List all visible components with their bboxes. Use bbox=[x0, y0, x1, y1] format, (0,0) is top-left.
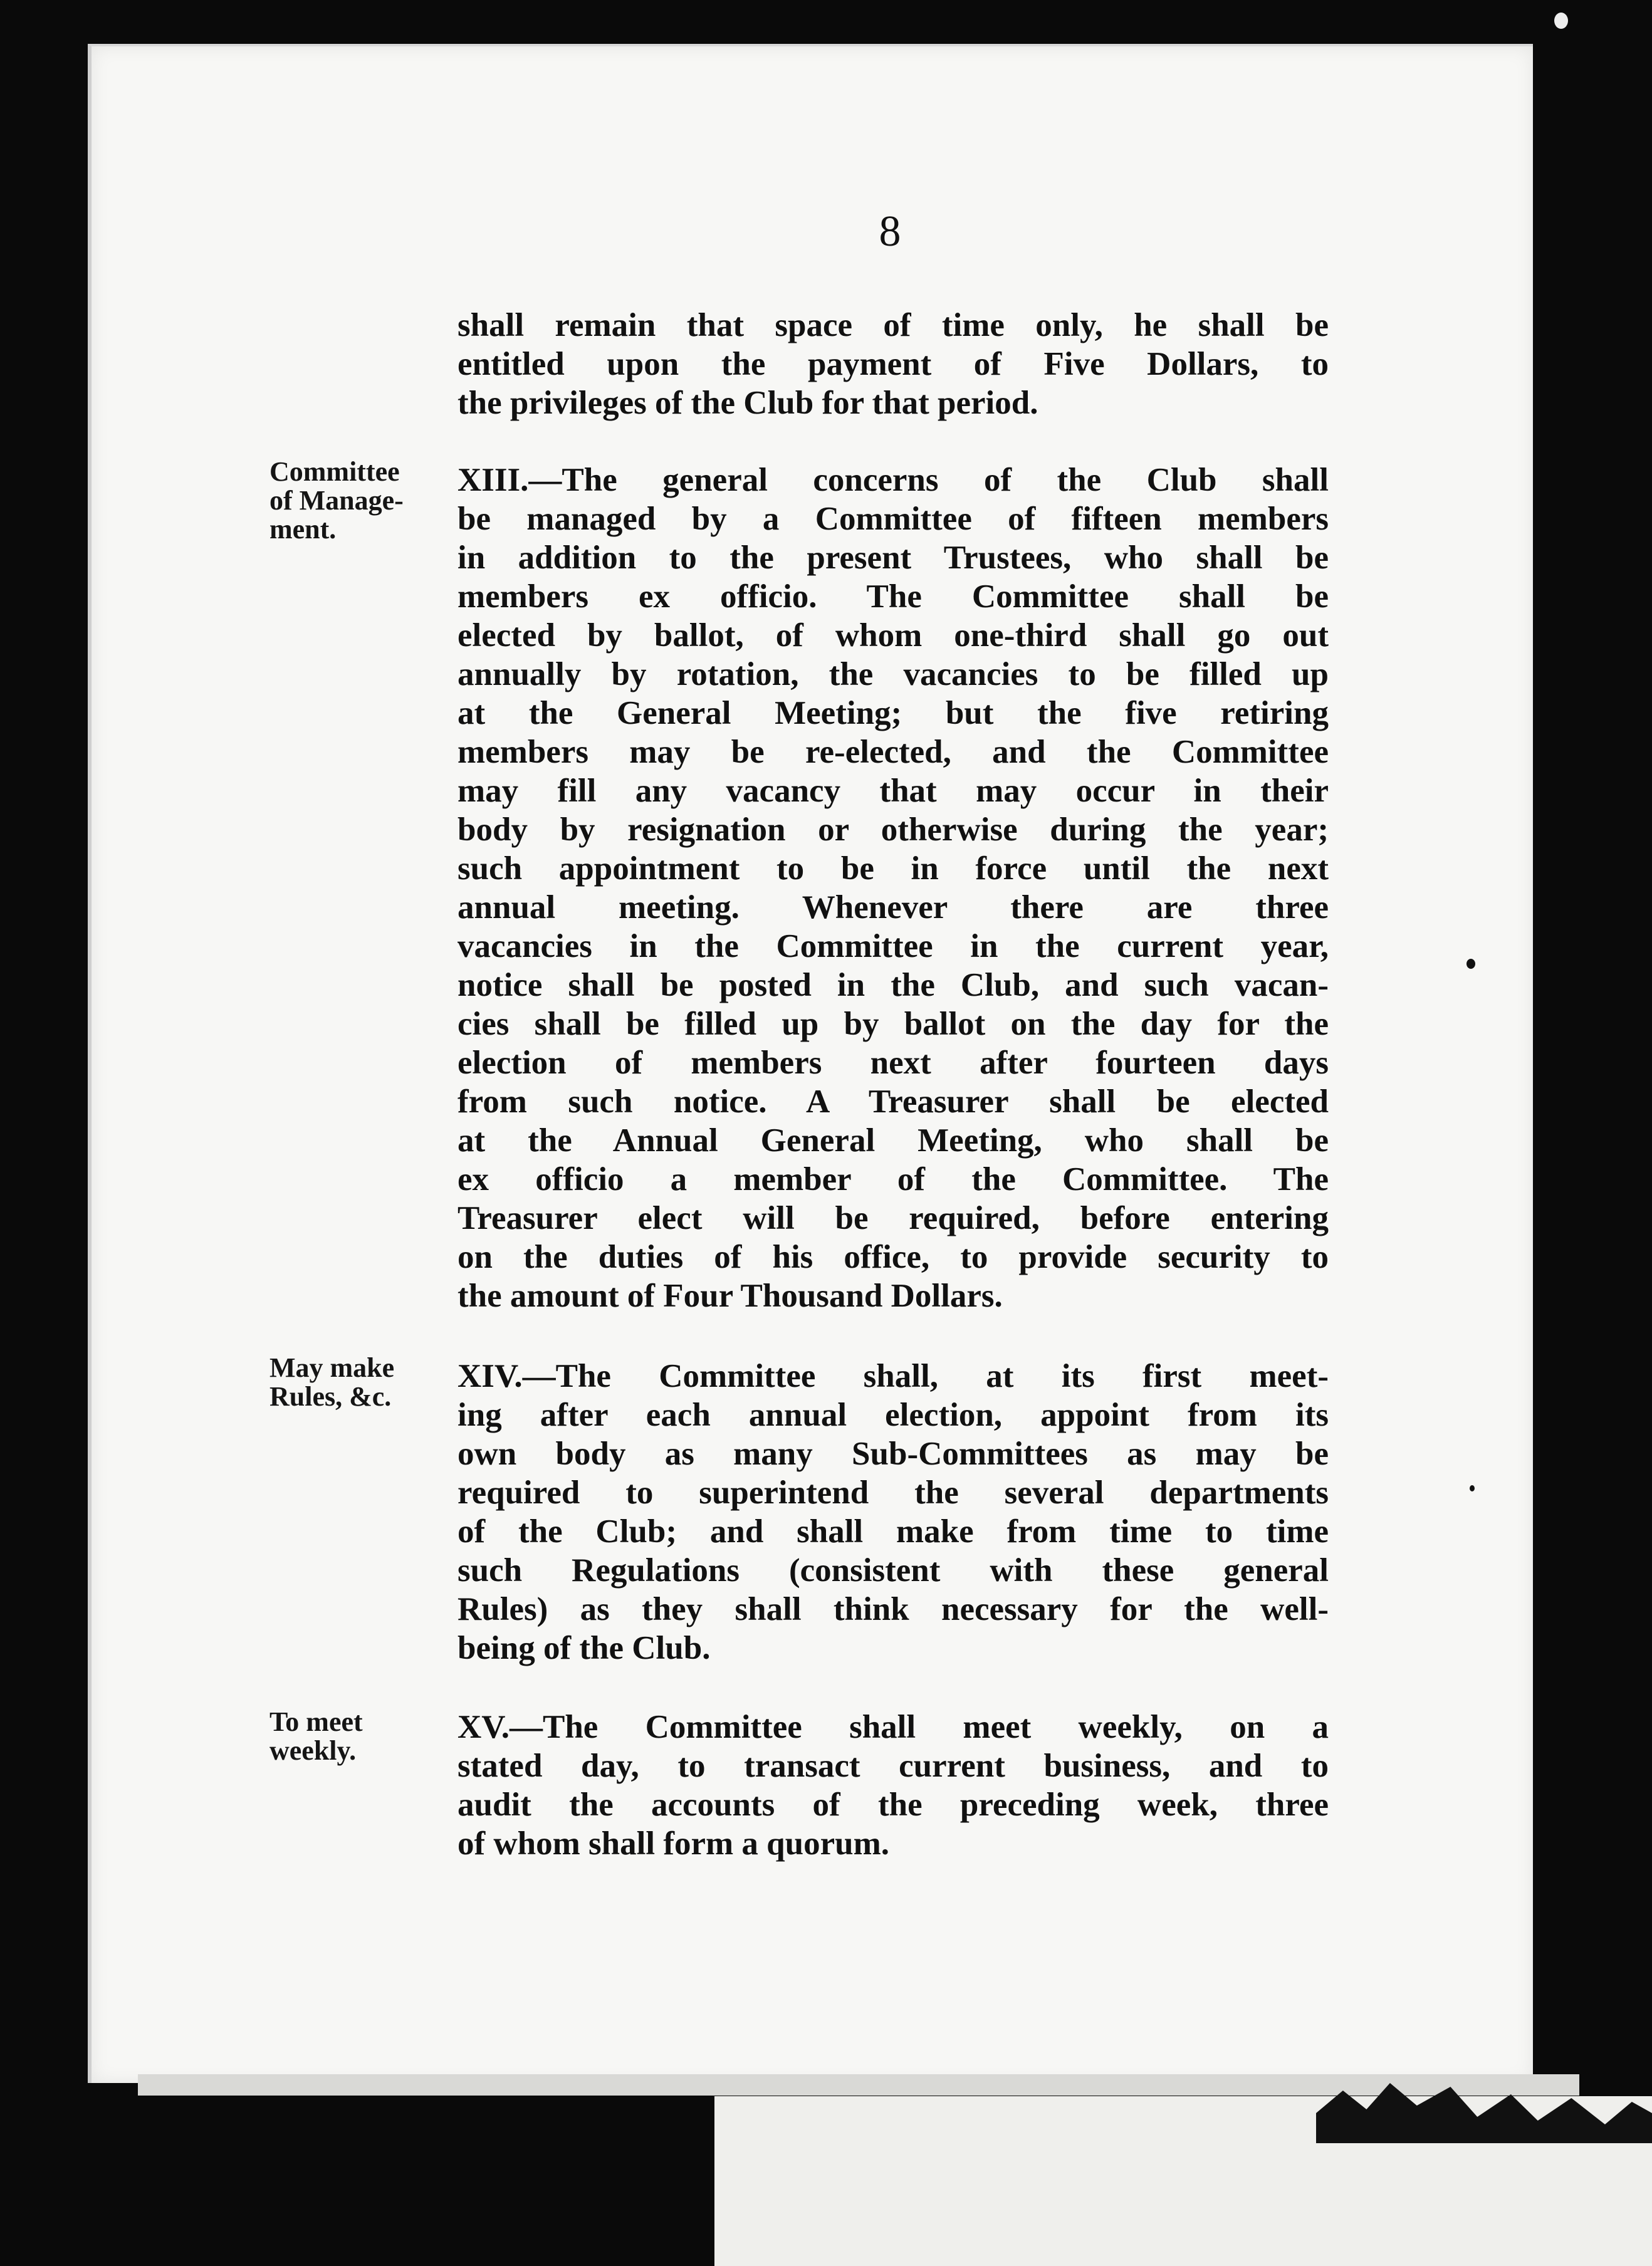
page-number: 8 bbox=[879, 207, 901, 256]
text-line: audit the accounts of the preceding week, three bbox=[457, 1787, 1329, 1823]
text-line: at the General Meeting; but the five retiring bbox=[457, 695, 1329, 731]
text-line: cies shall be filled up by ballot on the day for the bbox=[457, 1006, 1329, 1042]
margin-note-line: Rules, &c. bbox=[269, 1381, 392, 1412]
text-line: annual meeting. Whenever there are three bbox=[457, 889, 1329, 926]
text-line: shall remain that space of time only, he shall be bbox=[457, 307, 1329, 343]
text-line: of the Club; and shall make from time to time bbox=[457, 1513, 1329, 1550]
text-line: members may be re-elected, and the Committee bbox=[457, 734, 1329, 770]
text-line: body by resignation or otherwise during the year; bbox=[457, 812, 1329, 848]
text-line: Rules) as they shall think necessary for the well- bbox=[457, 1591, 1329, 1627]
margin-note-line: weekly. bbox=[269, 1735, 357, 1766]
text-line: ex officio a member of the Committee. The bbox=[457, 1161, 1329, 1198]
text-line: own body as many Sub-Committees as may be bbox=[457, 1436, 1329, 1472]
text-line: election of members next after fourteen days bbox=[457, 1045, 1329, 1081]
text-line: ing after each annual election, appoint from its bbox=[457, 1397, 1329, 1433]
text-line: on the duties of his office, to provide security to bbox=[457, 1239, 1329, 1275]
text-line: at the Annual General Meeting, who shall be bbox=[457, 1122, 1329, 1159]
text-line: XIII.—The general concerns of the Club shall bbox=[457, 462, 1329, 498]
text-line: be managed by a Committee of fifteen members bbox=[457, 501, 1329, 537]
text-line: such Regulations (consistent with these general bbox=[457, 1552, 1329, 1589]
margin-note-line: Committee bbox=[269, 456, 400, 487]
page-edge bbox=[138, 2074, 1579, 2096]
margin-note-committee-of-management bbox=[269, 457, 457, 544]
section-xiv bbox=[457, 1357, 1329, 1668]
text-line: Treasurer elect will be required, before entering bbox=[457, 1200, 1329, 1236]
text-line: required to superintend the several departments bbox=[457, 1475, 1329, 1511]
continuation-paragraph bbox=[457, 306, 1329, 422]
text-line: such appointment to be in force until the next bbox=[457, 850, 1329, 887]
text-line: the amount of Four Thousand Dollars. bbox=[457, 1278, 1003, 1314]
text-line: stated day, to transact current business, and to bbox=[457, 1748, 1329, 1784]
text-line: from such notice. A Treasurer shall be elected bbox=[457, 1083, 1329, 1120]
text-line: members ex officio. The Committee shall be bbox=[457, 578, 1329, 615]
margin-note-to-meet-weekly bbox=[269, 1708, 457, 1765]
ink-speck bbox=[1466, 959, 1475, 969]
text-line: notice shall be posted in the Club, and such vacan- bbox=[457, 967, 1329, 1003]
margin-note-line: May make bbox=[269, 1352, 395, 1383]
text-line: the privileges of the Club for that period. bbox=[457, 385, 1038, 421]
section-xiii bbox=[457, 461, 1329, 1315]
text-line: entitled upon the payment of Five Dollars, to bbox=[457, 346, 1329, 382]
scan-mark bbox=[1554, 13, 1568, 29]
text-line: vacancies in the Committee in the current year, bbox=[457, 928, 1329, 964]
margin-note-line: To meet bbox=[269, 1706, 363, 1737]
text-line: annually by rotation, the vacancies to be filled up bbox=[457, 656, 1329, 692]
text-line: XIV.—The Committee shall, at its first meet- bbox=[457, 1358, 1329, 1394]
ink-speck bbox=[1470, 1485, 1475, 1491]
text-line: elected by ballot, of whom one-third shall go out bbox=[457, 617, 1329, 654]
margin-note-may-make-rules bbox=[269, 1354, 457, 1411]
text-line: may fill any vacancy that may occur in their bbox=[457, 773, 1329, 809]
section-xv bbox=[457, 1708, 1329, 1863]
text-line: of whom shall form a quorum. bbox=[457, 1825, 890, 1862]
margin-note-line: ment. bbox=[269, 514, 337, 545]
text-line: being of the Club. bbox=[457, 1630, 711, 1666]
text-line: XV.—The Committee shall meet weekly, on a bbox=[457, 1709, 1329, 1745]
margin-note-line: of Manage- bbox=[269, 485, 404, 516]
text-line: in addition to the present Trustees, who shall be bbox=[457, 540, 1329, 576]
